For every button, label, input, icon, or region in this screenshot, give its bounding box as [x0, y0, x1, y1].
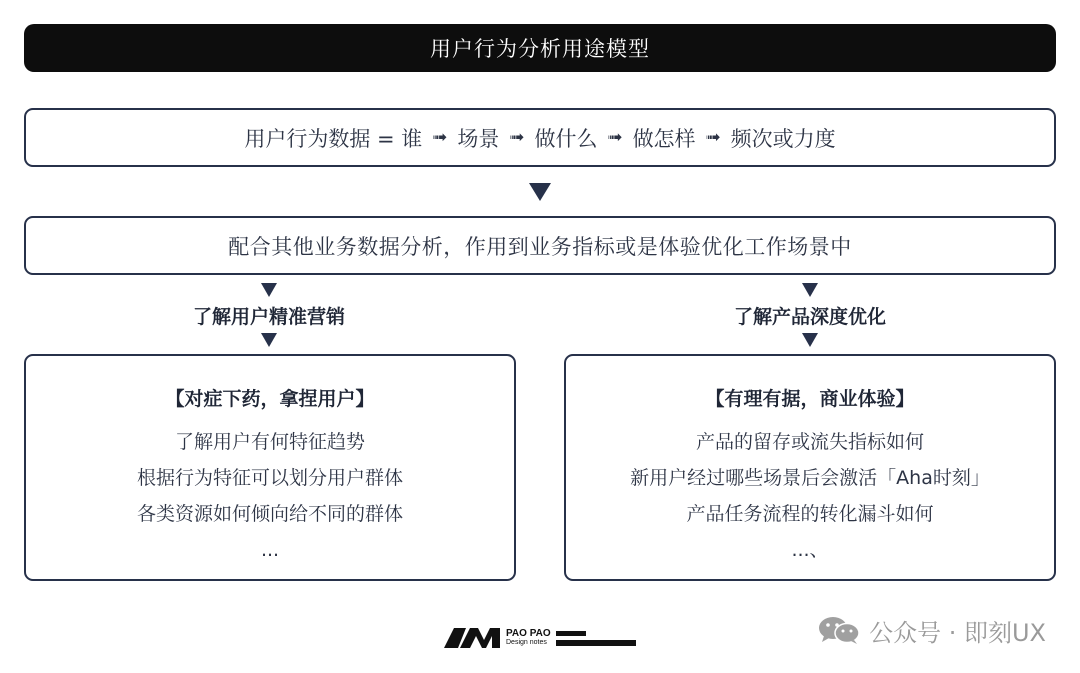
right-detail-heading: 【有理有据，商业体验】 [705, 388, 915, 410]
formula-part-scene: 场景 [457, 126, 500, 151]
logo-subtitle: Design notes [506, 639, 547, 646]
logo-bar [556, 631, 586, 636]
left-detail-box [24, 354, 516, 581]
left-detail-heading: 【对症下药，拿捏用户】 [165, 388, 375, 410]
logo-bar [556, 640, 636, 646]
left-detail-line: 各类资源如何倾向给不同的群体 [136, 503, 403, 525]
right-detail-line: 产品任务流程的转化漏斗如何 [686, 503, 934, 525]
down-triangle-icon [261, 333, 277, 347]
down-triangle-icon [802, 283, 818, 297]
down-triangle-icon [261, 283, 277, 297]
footer-logo [444, 626, 644, 652]
wechat-icon [817, 615, 861, 645]
formula-part-how: 做怎样 [632, 126, 696, 151]
down-triangle-icon [529, 183, 551, 201]
right-arrow-icon: ➟ [607, 127, 623, 148]
combine-box [24, 216, 1056, 275]
logo-mark-icon [444, 628, 502, 648]
left-branch-label: 了解用户精准营销 [192, 306, 345, 328]
watermark-text: 公众号 · 即刻UX [869, 618, 1046, 647]
left-detail-line: 根据行为特征可以划分用户群体 [136, 467, 403, 489]
right-arrow-icon: ➟ [509, 127, 525, 148]
formula-part-who: 用户行为数据 = 谁 [244, 126, 423, 151]
right-detail-line: 产品的留存或流失指标如何 [695, 431, 924, 453]
down-triangle-icon [802, 333, 818, 347]
right-detail-line: 新用户经过哪些场景后会激活「Aha时刻」 [630, 467, 990, 489]
diagram-title: 用户行为分析用途模型 [24, 24, 1056, 72]
formula-box [24, 108, 1056, 167]
right-arrow-icon: ➟ [705, 127, 721, 148]
right-branch-label: 了解产品深度优化 [733, 306, 886, 328]
formula-part-what: 做什么 [534, 126, 598, 151]
right-detail-ellipsis: ...、 [791, 539, 829, 561]
right-arrow-icon: ➟ [432, 127, 448, 148]
left-detail-ellipsis: ... [260, 539, 280, 561]
formula-part-frequency: 频次或力度 [730, 126, 836, 151]
logo-name: PAO PAO [506, 628, 551, 639]
combine-text: 配合其他业务数据分析，作用到业务指标或是体验优化工作场景中 [228, 234, 852, 259]
watermark [817, 612, 1046, 648]
left-detail-line: 了解用户有何特征趋势 [174, 431, 365, 453]
right-detail-box [564, 354, 1056, 581]
